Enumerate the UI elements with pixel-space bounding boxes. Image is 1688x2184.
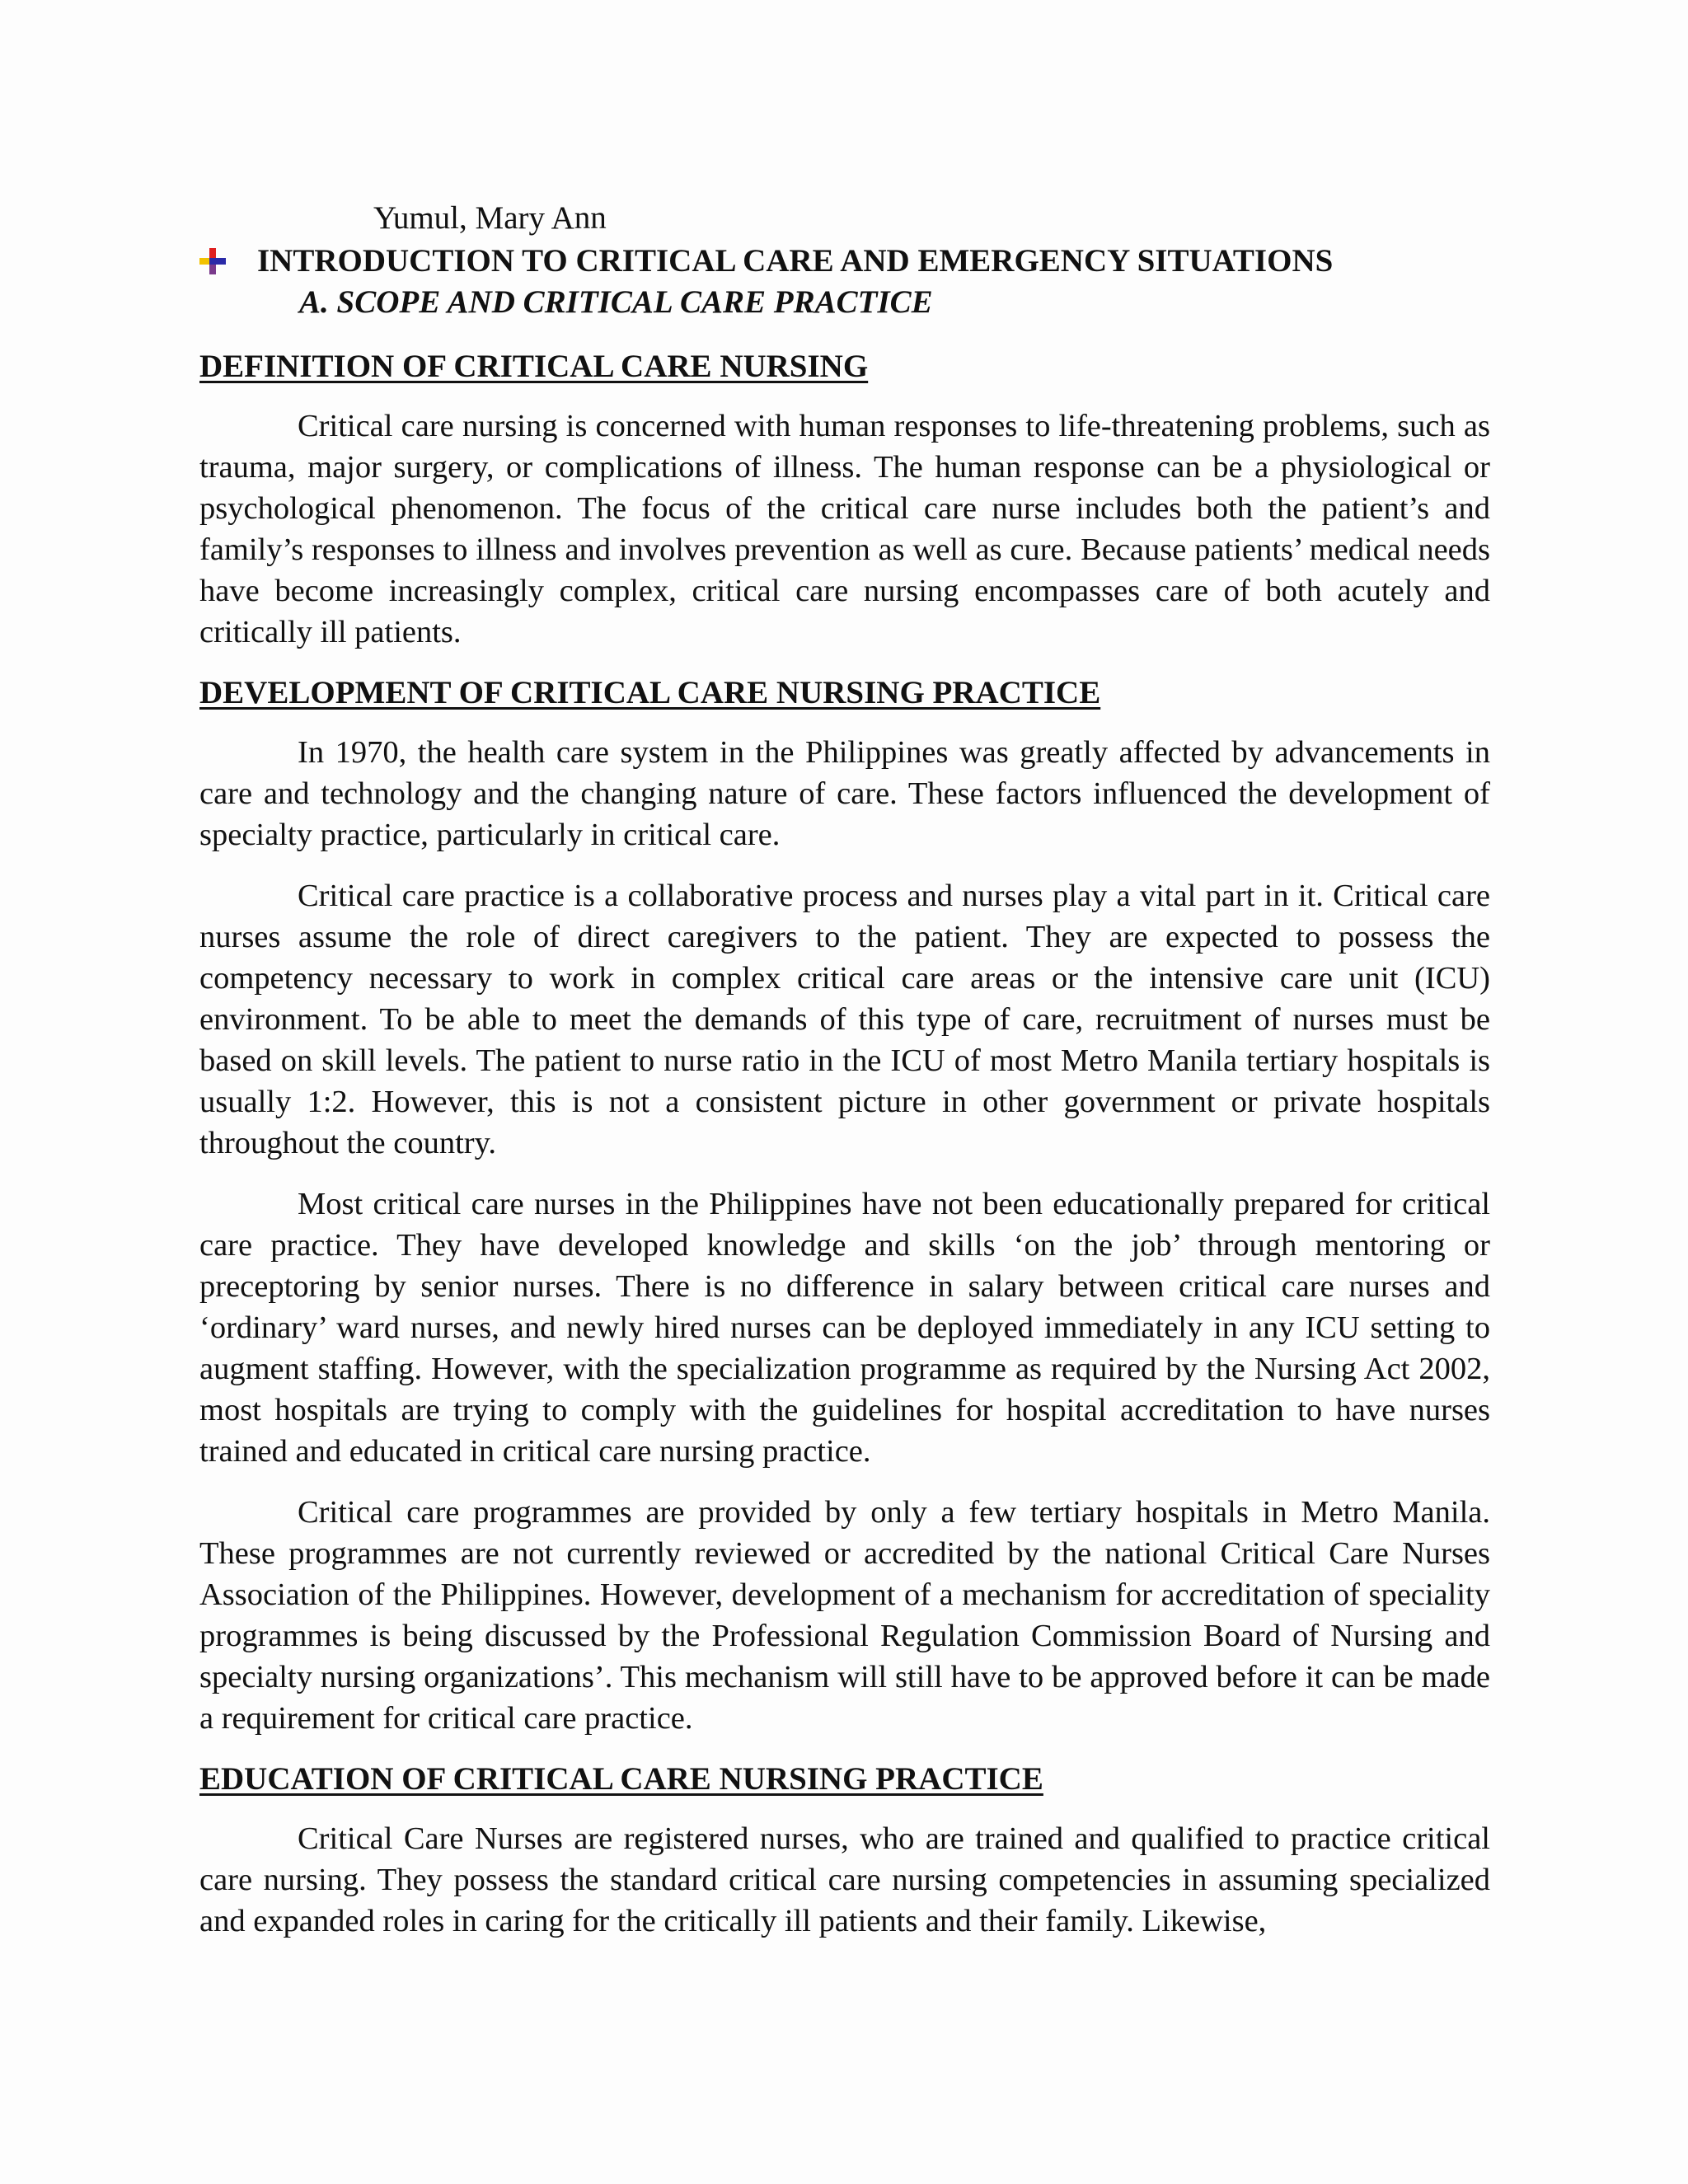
section-heading-development: DEVELOPMENT OF CRITICAL CARE NURSING PRACTICE (199, 675, 1101, 710)
paragraph: Critical care practice is a collaborative process and nurses play a vital part in it. Critical care nurses assume the role of direct caregivers to the patient. They are expected to possess the competency necessary to work in complex critical care areas or the intensive care unit (ICU) environment. To be able to meet the demands of this type of care, recruitment of nurses must be based on skill levels. The patient to nurse ratio in the ICU of most Metro Manila tertiary hospitals is usually 1:2. However, this is not a consistent picture in other government or private hospitals throughout the country. (199, 879, 1490, 1160)
subtitle: A. SCOPE AND CRITICAL CARE PRACTICE (299, 284, 933, 320)
title-bullet (198, 241, 227, 282)
paragraph: Critical care programmes are provided by only a few tertiary hospitals in Metro Manila. These programmes are not currently reviewed or accredited by the national Critical Care Nurses Association of the Philippines. However, development of a mechanism for accreditation of speciality programmes is being discussed by the Professional Regulation Commission Board of Nursing and specialty nursing organizations’. This mechanism will still have to be approved before it can be made a requirement for critical care practice. (199, 1495, 1490, 1736)
document-body (199, 346, 1490, 1961)
section-heading-definition: DEFINITION OF CRITICAL CARE NURSING (199, 349, 869, 384)
paragraph: Critical care nursing is concerned with human responses to life-threatening problems, such as trauma, major surgery, or complications of illness. The human response can be a physiological or psychological phenomenon. The focus of the critical care nurse includes both the patient’s and family’s responses to illness and involves prevention as well as cure. Because patients’ medical needs have become increasingly complex, critical care nursing encompasses care of both acutely and critically ill patients. (199, 409, 1490, 649)
paragraph: Critical Care Nurses are registered nurses, who are trained and qualified to practice critical care nursing. They possess the standard critical care nursing competencies in assuming specialized and expanded roles in caring for the critically ill patients and their family. Likewise, (199, 1821, 1490, 1938)
author-name: Yumul, Mary Ann (373, 200, 607, 236)
paragraph: Most critical care nurses in the Philippines have not been educationally prepared for critical care practice. They have developed knowledge and skills ‘on the job’ through mentoring or preceptoring by senior nurses. There is no difference in salary between critical care nurses and ‘ordinary’ ward nurses, and newly hired nurses can be deployed immediately in any ICU setting to augment staffing. However, with the specialization programme as required by the Nursing Act 2002, most hospitals are trying to comply with the guidelines for hospital accreditation to have nurses trained and educated in critical care nursing practice. (199, 1187, 1490, 1469)
main-title: INTRODUCTION TO CRITICAL CARE AND EMERGENCY SITUATIONS (257, 243, 1334, 279)
section-heading-education: EDUCATION OF CRITICAL CARE NURSING PRACTICE (199, 1761, 1043, 1797)
paragraph: In 1970, the health care system in the Philippines was greatly affected by advancements in care and technology and the changing nature of care. These factors influenced the development of specialty practice, particularly in critical care. (199, 735, 1490, 852)
bullet-cross-icon (198, 246, 227, 276)
